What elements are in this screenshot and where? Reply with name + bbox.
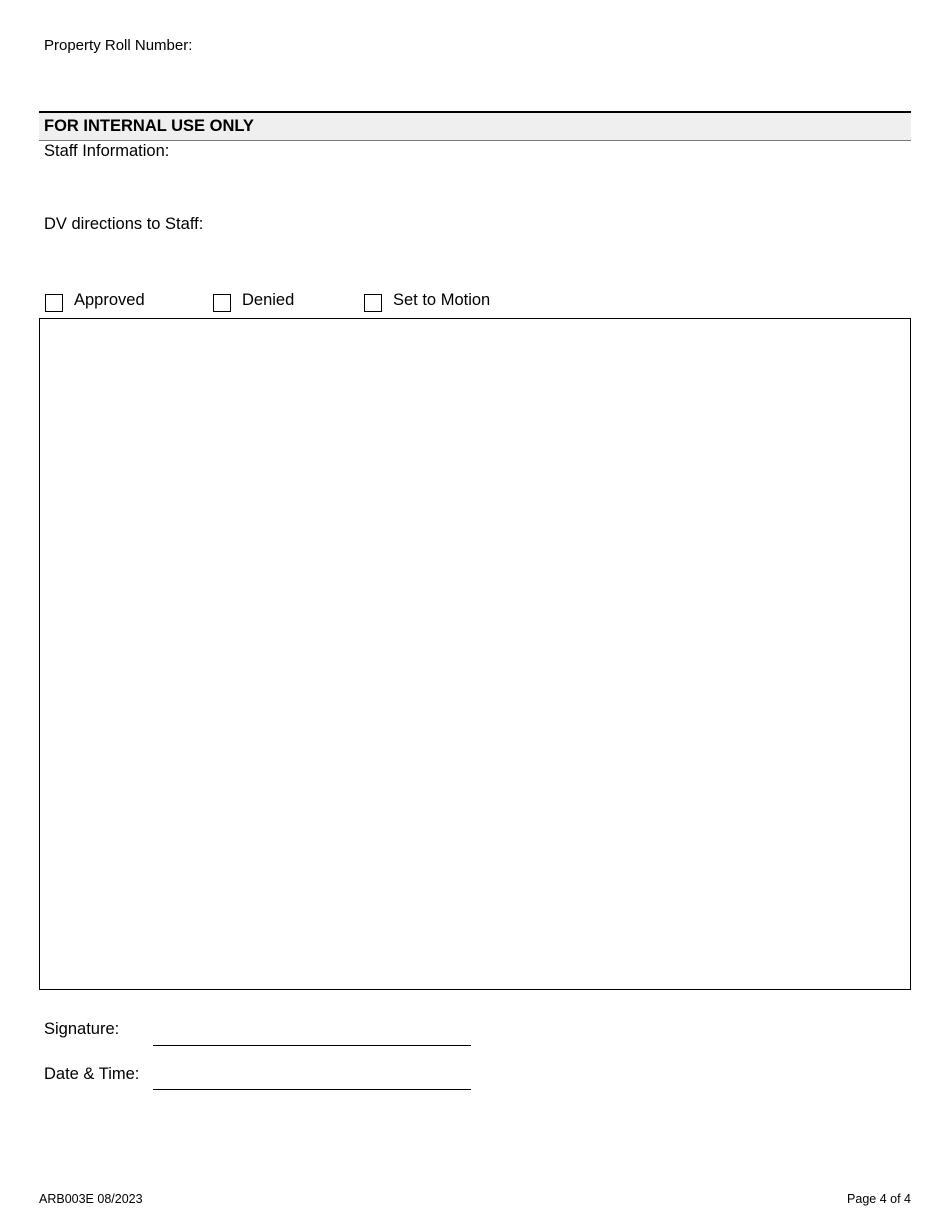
dv-directions-label: DV directions to Staff: <box>44 215 204 233</box>
notes-text-area[interactable] <box>39 318 911 990</box>
denied-checkbox[interactable] <box>213 294 231 312</box>
set-to-motion-checkbox[interactable] <box>364 294 382 312</box>
approved-label: Approved <box>74 291 145 309</box>
signature-field[interactable] <box>153 1045 471 1046</box>
page-number: Page 4 of 4 <box>847 1192 911 1206</box>
internal-use-section-header <box>39 111 911 141</box>
signature-label: Signature: <box>44 1020 120 1038</box>
set-to-motion-label: Set to Motion <box>393 291 491 309</box>
property-roll-number-label: Property Roll Number: <box>44 37 193 54</box>
denied-label: Denied <box>242 291 295 309</box>
date-time-field[interactable] <box>153 1089 471 1090</box>
form-code: ARB003E 08/2023 <box>39 1192 143 1206</box>
internal-use-title: FOR INTERNAL USE ONLY <box>44 117 254 135</box>
approved-checkbox[interactable] <box>45 294 63 312</box>
staff-information-label: Staff Information: <box>44 142 170 160</box>
date-time-label: Date & Time: <box>44 1065 140 1083</box>
